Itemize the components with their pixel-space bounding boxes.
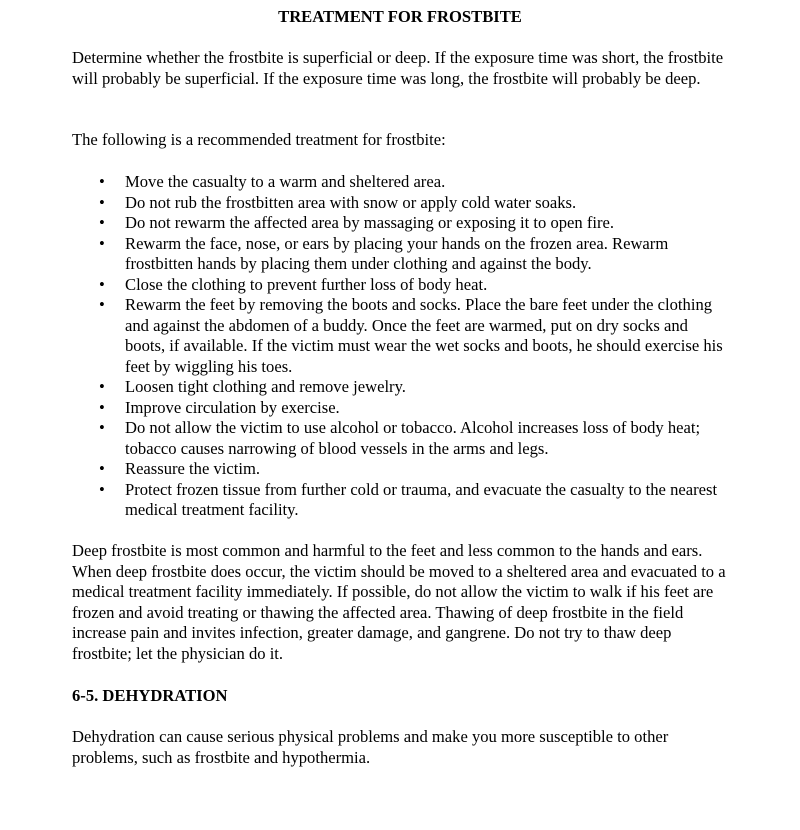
bullet-icon: •: [99, 397, 105, 417]
bullet-icon: •: [99, 192, 105, 212]
list-item: [72, 234, 732, 275]
list-item-text: Do not rewarm the affected area by massaging or exposing it to open fire.: [125, 213, 615, 232]
deep-frostbite-paragraph: Deep frostbite is most common and harmful to the feet and less common to the hands and ears. When deep frostbite does occur, the victim should be moved to a sheltered area and evacuated to a medical treatment facility immediately. If possible, do not allow the victim to walk if his feet are frozen and avoid treating or thawing the affected area. Thawing of deep frostbite in the field increase pain and invites infection, greater damage, and gangrene. Do not try to thaw deep frostbite; let the physician do it.: [72, 541, 726, 663]
treatment-list: [72, 172, 732, 521]
list-item-text: Close the clothing to prevent further loss of body heat.: [125, 274, 488, 294]
page-title: TREATMENT FOR FROSTBITE: [278, 7, 522, 26]
list-item-text: Do not allow the victim to use alcohol or tobacco. Alcohol increases loss of body heat; tobacco causes narrowing of blood vessels in the arms and legs.: [125, 418, 701, 458]
list-item: [72, 295, 732, 377]
list-item: [72, 275, 732, 296]
list-item: [72, 377, 732, 398]
bullet-icon: •: [99, 172, 105, 191]
list-item-text: Improve circulation by exercise.: [125, 397, 340, 417]
bullet-icon: •: [99, 479, 105, 499]
dehydration-paragraph: Dehydration can cause serious physical problems and make you more susceptible to other problems, such as frostbite and hypothermia.: [72, 727, 669, 767]
lead-in-paragraph: The following is a recommended treatment for frostbite:: [72, 130, 446, 149]
bullet-icon: •: [99, 233, 105, 253]
bullet-icon: •: [99, 459, 105, 478]
bullet-icon: •: [99, 295, 105, 314]
list-item-text: Rewarm the face, nose, or ears by placing your hands on the frozen area. Rewarm frostbitten hands by placing them under clothing and against the body.: [125, 233, 669, 273]
bullet-icon: •: [99, 213, 105, 232]
list-item: [72, 193, 732, 214]
intro-paragraph: Determine whether the frostbite is superficial or deep. If the exposure time was short, the frostbite will probably be superficial. If the exposure time was long, the frostbite will probably be deep.: [72, 48, 724, 88]
list-item-text: Do not rub the frostbitten area with snow or apply cold water soaks.: [125, 192, 577, 212]
list-item: [72, 418, 732, 459]
list-item: [72, 213, 732, 234]
bullet-icon: •: [99, 274, 105, 294]
bullet-icon: •: [99, 377, 105, 396]
list-item-text: Protect frozen tissue from further cold or trauma, and evacuate the casualty to the nearest medical treatment facility.: [125, 479, 718, 519]
list-item: [72, 398, 732, 419]
list-item-text: Move the casualty to a warm and sheltered area.: [125, 172, 446, 191]
section-heading: 6-5. DEHYDRATION: [72, 686, 228, 705]
list-item: [72, 172, 732, 193]
list-item: [72, 480, 732, 521]
list-item: [72, 459, 732, 480]
list-item-text: Reassure the victim.: [125, 459, 261, 478]
bullet-icon: •: [99, 418, 105, 437]
list-item-text: Loosen tight clothing and remove jewelry.: [125, 377, 406, 396]
list-item-text: Rewarm the feet by removing the boots and socks. Place the bare feet under the clothing and against the abdomen of a buddy. Once the feet are warmed, put on dry socks and boots, if available. If the victim must wear the wet socks and boots, he should exercise his feet by wiggling his toes.: [125, 295, 723, 376]
